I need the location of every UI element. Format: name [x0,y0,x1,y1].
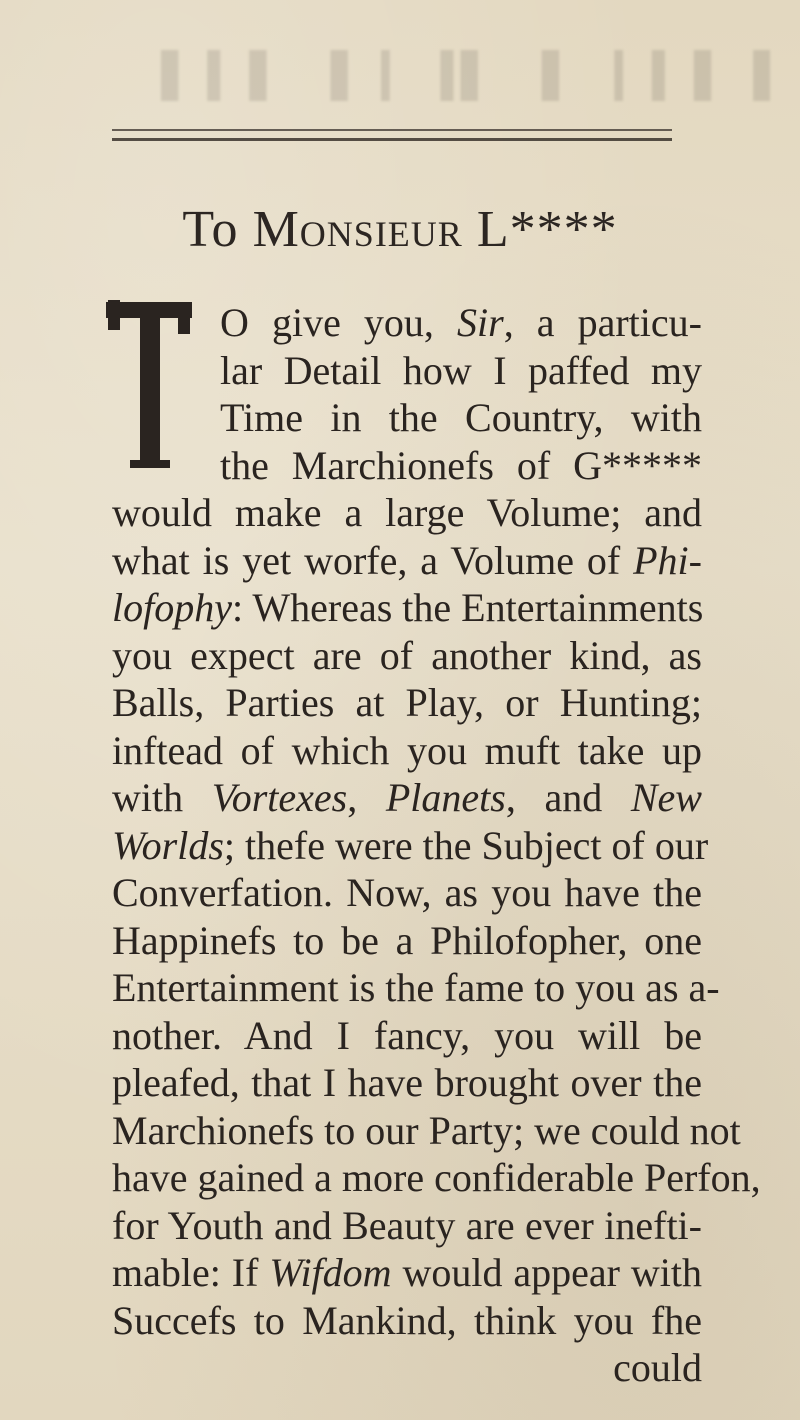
text-run: with [112,775,212,820]
text-line [220,395,702,441]
text-run: mable: If [112,1250,270,1295]
text-line [112,965,720,1011]
text-line [220,300,702,346]
italic-run: Phi- [633,537,702,583]
heading-name: L**** [476,201,618,258]
italic-run: Planets [385,775,506,820]
text-line [112,538,702,584]
text-line [112,680,702,726]
text-line [112,633,702,679]
text-run: Time in the Country, with [220,395,702,440]
text-run: , and [505,775,631,820]
text-run: : Whereas the Entertainments [231,585,704,630]
italic-run: Sir [457,300,504,345]
heading-prefix: To [182,201,239,258]
text-run: nother. And I fancy, you will be [112,1012,702,1058]
text-run: for Youth and Beauty are ever inefti- [112,1202,702,1248]
header-rule-thick [112,138,672,141]
text-line [112,1155,761,1201]
text-run: you expect are of another kind, as [112,632,702,678]
text-line [112,822,709,869]
text-run: lar Detail how I paffed my [220,347,702,393]
italic-run: Vortexes [211,775,348,820]
italic-run: New [630,775,702,820]
header-rule-thin [112,129,672,131]
dedication-heading [0,200,800,260]
italic-run: lofophy [112,585,232,630]
text-run: the Marchionefs of G***** [220,442,702,488]
text-run: pleafed, that I have brought over the [112,1060,702,1105]
text-run: , [347,775,386,820]
text-line [112,775,702,821]
text-line [112,870,702,916]
text-line [112,1060,702,1106]
heading-title: Monsieur [252,201,463,258]
text-run: ; thefe were the Subject of our [223,822,709,868]
text-run: would appear with [391,1250,702,1295]
text-run: , a particu- [503,300,702,345]
text-run: what is yet worfe, a Volume of [112,537,634,583]
text-run: inftead of which you muft take up [112,727,702,773]
text-run: Converfation. Now, as you have the [112,870,702,915]
text-line [112,1107,741,1154]
text-line [112,490,702,536]
text-line [112,1298,702,1344]
text-line [112,1203,702,1249]
text-run: have gained a more confiderable Perfon, [112,1155,761,1200]
text-line [112,1013,702,1059]
text-line [112,585,702,631]
text-line [220,348,702,394]
text-run: Succefs to Mankind, think you fhe [112,1297,702,1343]
text-run: Entertainment is the fame to you as a- [112,965,720,1010]
show-through-from-reverse: ▌▐ ▍▎ ▌ ▐▍ ▎▌ ▐ ▍▌ [136,50,770,101]
text-run: Happinefs to be a Philofopher, one [112,917,702,963]
text-run: Balls, Parties at Play, or Hunting; [112,680,702,725]
text-line [112,728,702,774]
text-line [112,918,702,964]
text-run: Marchionefs to our Party; we could not [112,1107,741,1153]
catchword: could [613,1345,702,1390]
dropcap-t-icon [104,300,194,500]
text-line [112,1250,702,1296]
text-run: O give you, [220,300,457,345]
text-run: would make a large Volume; and [112,490,702,535]
text-line [220,443,702,489]
italic-run: Wifdom [269,1250,392,1295]
italic-run: Worlds [112,822,224,868]
